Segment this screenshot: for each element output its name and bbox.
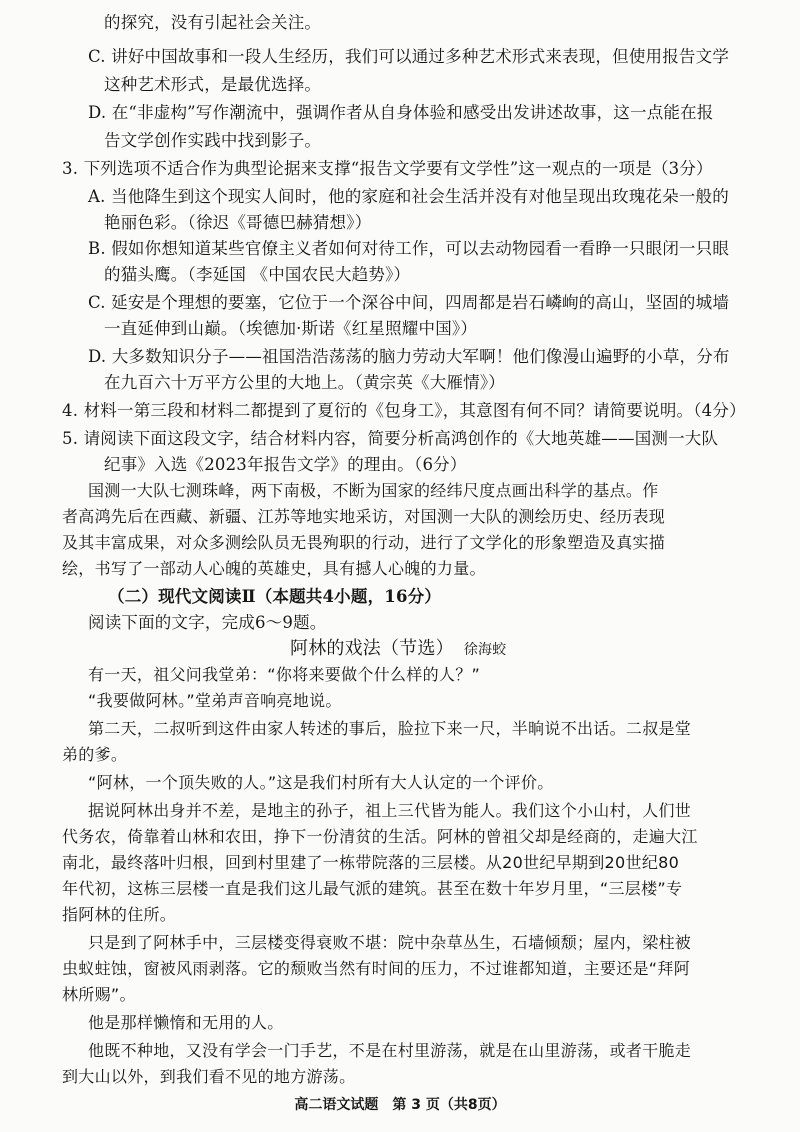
text-line: 林所赐”。 — [62, 985, 136, 1004]
text-line: 指阿林的住所。 — [62, 905, 177, 924]
text-line: 代务农，倚靠着山林和农田，挣下一份清贫的生活。阿林的曾祖父却是经商的，走遍大江 — [62, 827, 698, 846]
page-footer: 高二语文试题 第 3 页（共8页） — [294, 1097, 506, 1113]
article-title-text: 阿林的戏法（节选） — [290, 638, 454, 659]
text-line: 一直延伸到山巅。（埃德加·斯诺《红星照耀中国》） — [104, 319, 478, 338]
paragraph: “我要做阿林。”堂弟声音响亮地说。 — [88, 691, 342, 710]
text-line: 者高鸿先后在西藏、新疆、江苏等地实地采访，对国测一大队的测绘历史、经历表现 — [62, 507, 666, 526]
text-line: 弟的爹。 — [62, 745, 128, 764]
instruction: 阅读下面的文字，完成6～9题。 — [88, 613, 327, 632]
text-line: 艳丽色彩。（徐迟《哥德巴赫猜想》） — [104, 213, 372, 232]
text-line: 南北，最终落叶归根，回到村里建了一栋带院落的三层楼。从20世纪早期到20世纪80 — [62, 853, 680, 872]
text-line: 纪事》入选《2023年报告文学》的理由。（6分） — [104, 455, 467, 474]
text-line: 这种艺术形式，是最优选择。 — [104, 75, 322, 94]
paragraph: 据说阿林出身并不差，是地主的孙子，祖上三代皆为能人。我们这个小山村，人们世 — [88, 801, 692, 820]
option-a: A. 当他降生到这个现实人间时，他的家庭和社会生活并没有对他呈现出玫瑰花朵一般的 — [88, 187, 729, 206]
text-line: 年代初，这栋三层楼一直是我们这儿最气派的建筑。甚至在数十年岁月里，“三层楼”专 — [62, 879, 683, 898]
option-d: D. 在“非虚构”写作潮流中，强调作者从自身体验和感受出发讲述故事，这一点能在报 — [88, 103, 714, 122]
paragraph: 他是那样懒惰和无用的人。 — [88, 1013, 284, 1032]
text-line: 的猫头鹰。（李延国 《中国农民大趋势》） — [104, 265, 411, 284]
article-author: 徐海蛟 — [463, 642, 507, 658]
paragraph: “阿林，一个顶失败的人。”这是我们村所有大人认定的一个评价。 — [88, 773, 554, 792]
quoted-paragraph: 国测一大队七测珠峰，两下南极，不断为国家的经纬尺度点画出科学的基点。作 — [88, 481, 659, 500]
paragraph: 他既不种地，又没有学会一门手艺，不是在村里游荡，就是在山里游荡，或者干脆走 — [88, 1041, 692, 1060]
question-5: 5. 请阅读下面这段文字，结合材料内容，简要分析高鸿创作的《大地英雄——国测一大队 — [62, 429, 719, 448]
paragraph: 只是到了阿林手中，三层楼变得衰败不堪：院中杂草丛生，石墙倾颓；屋内，梁柱被 — [88, 933, 692, 952]
option-c: C. 延安是个理想的要塞，它位于一个深谷中间，四周都是岩石嶙峋的高山，坚固的城墙 — [88, 293, 730, 312]
question-4: 4. 材料一第三段和材料二都提到了夏衍的《包身工》，其意图有何不同？请简要说明。（4分） — [62, 401, 746, 420]
section-heading: （二）现代文阅读Ⅱ（本题共4小题，16分） — [108, 587, 442, 606]
text-line: 虫蚁蛀蚀，窗被风雨剥落。它的颓败当然有时间的压力，不过谁都知道，主要还是“拜阿 — [62, 959, 690, 978]
article-title — [290, 636, 760, 663]
paragraph: 有一天，祖父问我堂弟：“你将来要做个什么样的人？” — [88, 665, 481, 684]
text-line: 在九百六十万平方公里的大地上。（黄宗英《大雁情》） — [104, 373, 505, 392]
text-line: 告文学创作实践中找到影子。 — [104, 131, 322, 150]
option-b: B. 假如你想知道某些官僚主义者如何对待工作，可以去动物园看一看睁一只眼闭一只眼 — [88, 239, 730, 258]
text-line: 的探究，没有引起社会关注。 — [104, 13, 322, 32]
text-line: 及其丰富成果，对众多测绘队员无畏殉职的行动，进行了文学化的形象塑造及真实描 — [62, 533, 666, 552]
text-line: 到大山以外，到我们看不见的地方游荡。 — [62, 1067, 356, 1086]
question-3: 3. 下列选项不适合作为典型论据来支撑“报告文学要有文学性”这一观点的一项是（3分） — [62, 159, 713, 178]
option-c: C. 讲好中国故事和一段人生经历，我们可以通过多种艺术形式来表现，但使用报告文学 — [88, 47, 730, 66]
text-line: 绘，书写了一部动人心魄的英雄史，具有撼人心魄的力量。 — [62, 559, 486, 578]
option-d: D. 大多数知识分子——祖国浩浩荡荡的脑力劳动大军啊！他们像漫山遍野的小草，分布 — [88, 347, 730, 366]
paragraph: 第二天，二叔听到这件由家人转述的事后，脸拉下来一尺，半晌说不出话。二叔是堂 — [88, 719, 692, 738]
